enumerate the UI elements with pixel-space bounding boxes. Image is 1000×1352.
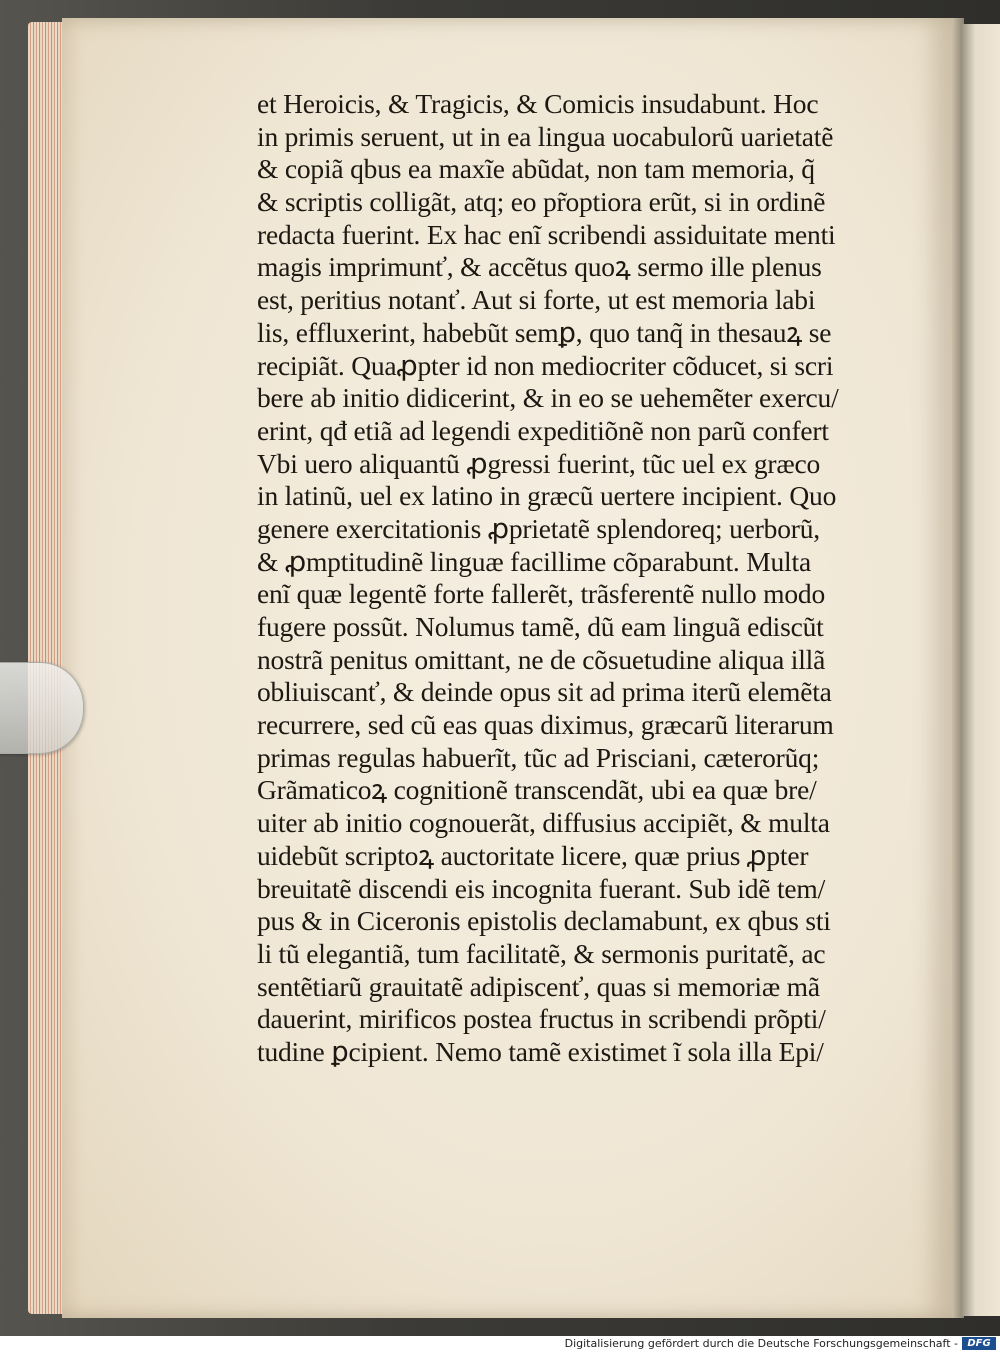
text-line: Vbi uero aliquantũ ꝓgressi fuerint, tũc uel ex græco	[257, 447, 821, 479]
text-line: bere ab initio didicerint, & in eo se uehemẽter exercu/	[257, 382, 839, 414]
text-line: recipiãt. Quaꝓpter id non mediocriter cõducet, si scri	[257, 349, 834, 381]
text-line: primas regulas habuerĩt, tũc ad Prisciani, cæterorũq;	[257, 741, 820, 773]
text-line: fugere possũt. Nolumus tamẽ, dũ eam linguã ediscũt	[257, 611, 824, 642]
facing-page	[962, 24, 1000, 1316]
text-line: obliuiscanť, & deinde opus sit ad prima iterũ elemẽta	[257, 676, 832, 708]
dfg-logo: DFG	[962, 1337, 996, 1350]
text-line: Grãmaticoꝝ cognitionẽ transcendãt, ubi ea quæ bre/	[257, 774, 817, 806]
credit-footer	[0, 1336, 1000, 1352]
text-line: est, peritius notanť. Aut si forte, ut est memoria labi	[257, 284, 816, 316]
text-line: & copiã qbus ea maxĩe abũdat, non tam memoria, q̃	[257, 153, 815, 185]
printed-text-block	[257, 88, 897, 1069]
text-line: enĩ quæ legentẽ forte fallerẽt, trãsferentẽ nullo modo	[257, 578, 826, 610]
text-line: erint, qđ etiã ad legendi expeditiõnẽ non parũ confert	[257, 414, 829, 446]
text-line: magis imprimunť, & accẽtus quoꝝ sermo ille plenus	[257, 251, 822, 283]
text-line: nostrã penitus omittant, ne de cõsuetudine aliqua illã	[257, 643, 826, 675]
text-line: genere exercitationis ꝓprietatẽ splendoreq; uerborũ,	[257, 512, 820, 544]
text-line: uiter ab initio cognouerãt, diffusius accipiẽt, & multa	[257, 807, 830, 839]
text-line: li tũ elegantiã, tum facilitatẽ, & sermonis puritatẽ, ac	[257, 937, 826, 969]
text-line: dauerint, mirificos postea fructus in scribendi prõpti/	[257, 1003, 826, 1035]
funding-credit: Digitalisierung gefördert durch die Deutsche Forschungsgemeinschaft -	[564, 1337, 958, 1350]
text-line: tudine ꝑcipient. Nemo tamẽ existimet ĩ sola illa Epi/	[257, 1035, 824, 1067]
text-line: in latinũ, uel ex latino in græcũ uertere incipient. Quo	[257, 480, 837, 512]
text-line: & ꝓmptitudinẽ linguæ facillime cõparabunt. Multa	[257, 545, 811, 577]
text-line: in primis seruent, ut in ea lingua uocabulorũ uarietatẽ	[257, 120, 834, 152]
text-line: et Heroicis, & Tragicis, & Comicis insudabunt. Hoc	[257, 88, 819, 119]
text-line: uidebũt scriptoꝝ auctoritate licere, quæ prius ꝓpter	[257, 839, 809, 871]
text-line: redacta fuerint. Ex hac enĩ scribendi assiduitate menti	[257, 218, 836, 250]
text-line: sentẽtiarũ grauitatẽ adipiscenť, quas si memoriæ mã	[257, 970, 820, 1002]
text-line: recurrere, sed cũ eas quas diximus, græcarũ literarum	[257, 709, 834, 741]
text-line: lis, effluxerint, habebũt semꝑ, quo tanq̃ in thesauꝝ se	[257, 316, 832, 348]
text-line: breuitatẽ discendi eis incognita fuerant. Sub idẽ tem/	[257, 872, 826, 904]
text-line: & scriptis colligãt, atq; eo pr̃optiora erũt, si in ordinẽ	[257, 186, 826, 218]
page-clip	[0, 662, 84, 754]
text-line: pus & in Ciceronis epistolis declamabunt, ex qbus sti	[257, 905, 831, 937]
